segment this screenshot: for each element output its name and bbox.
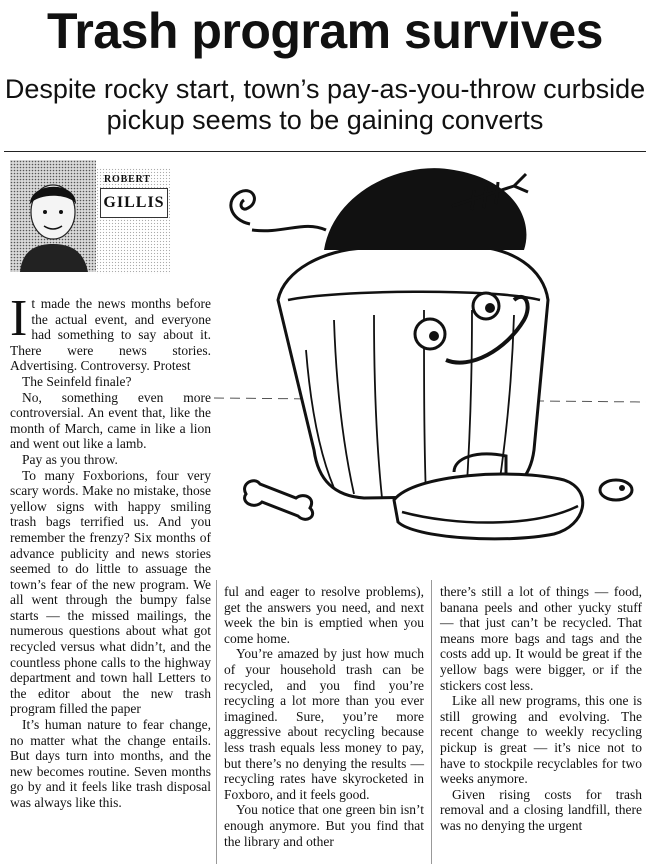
column-divider — [431, 580, 432, 864]
paragraph: You notice that one green bin isn’t enough anymore. But you find that the library and other — [224, 802, 424, 849]
author-photo — [10, 160, 96, 272]
headline: Trash program survives — [47, 3, 603, 59]
paragraph: It’s human nature to fear change, no matter what the change entails. But days turn into months, and the new becomes routine. Seven months go by and it feels like trash disposal was always like this. — [10, 717, 211, 810]
column-2 — [224, 584, 424, 849]
paragraph: You’re amazed by just how much of your household trash can be recycled, and you find you’re recycling a lot more than you ever imagined. Sure, you’re more aggressive about recycling because less trash equals less money to pay, but there’s no denying the results — recycling rates have skyrocketed in Foxboro, and it feels good. — [224, 646, 424, 802]
byline-first-name: ROBERT — [104, 174, 151, 185]
paragraph: there’s still a lot of things — food, banana peels and other yucky stuff — that just can’t be recycled. That means more bags and tags and the costs add up. It would be great if the yellow bags were bigger, or if the stickers cost less. — [440, 584, 642, 693]
paragraph: t made the news months before the actual event, and everyone had something to say about it. There were news stories. Advertising. Controversy. Protest — [10, 296, 211, 374]
paragraph: ful and eager to resolve problems), get the answers you need, and next week the bin is emptied when you come home. — [224, 584, 424, 646]
column-3 — [440, 584, 642, 834]
paragraph: No, something even more controversial. An event that, like the month of March, came in like a lion and went out like a lamb. — [10, 389, 211, 452]
byline-box — [8, 158, 170, 276]
paragraph: To many Foxborions, four very scary words. Make no mistake, those yellow signs with happy smiling trash bags terrified us. And you remember the frenzy? Six months of advance publicity and news stories seemed to do little to assuage the town’s fear of the new program. We all went through the bumpy false starts — the missed mailings, the numerous questions about what got recycled versus what didn’t, and the countless phone calls to the highway department and town hall Letters to the editor about the new trash program filled the paper — [10, 467, 211, 717]
trash-can-illustration — [214, 150, 646, 578]
drop-cap: I — [10, 290, 28, 347]
paragraph: Like all new programs, this one is still growing and evolving. The recent change to weekly recycling pickup is great — it’s nice not to have to stockpile recyclables for two weeks anymore. — [440, 693, 642, 787]
column-divider — [216, 580, 217, 864]
paragraph: Pay as you throw. — [22, 451, 118, 467]
paragraph: The Seinfeld finale? — [22, 373, 132, 389]
paragraph: Given rising costs for trash removal and a closing landfill, there was no denying the urgent — [440, 786, 642, 833]
subheadline: Despite rocky start, town’s pay-as-you-throw curbside pickup seems to be gaining converts — [4, 74, 646, 135]
column-1 — [10, 290, 211, 811]
byline-last-name: GILLIS — [100, 188, 168, 218]
